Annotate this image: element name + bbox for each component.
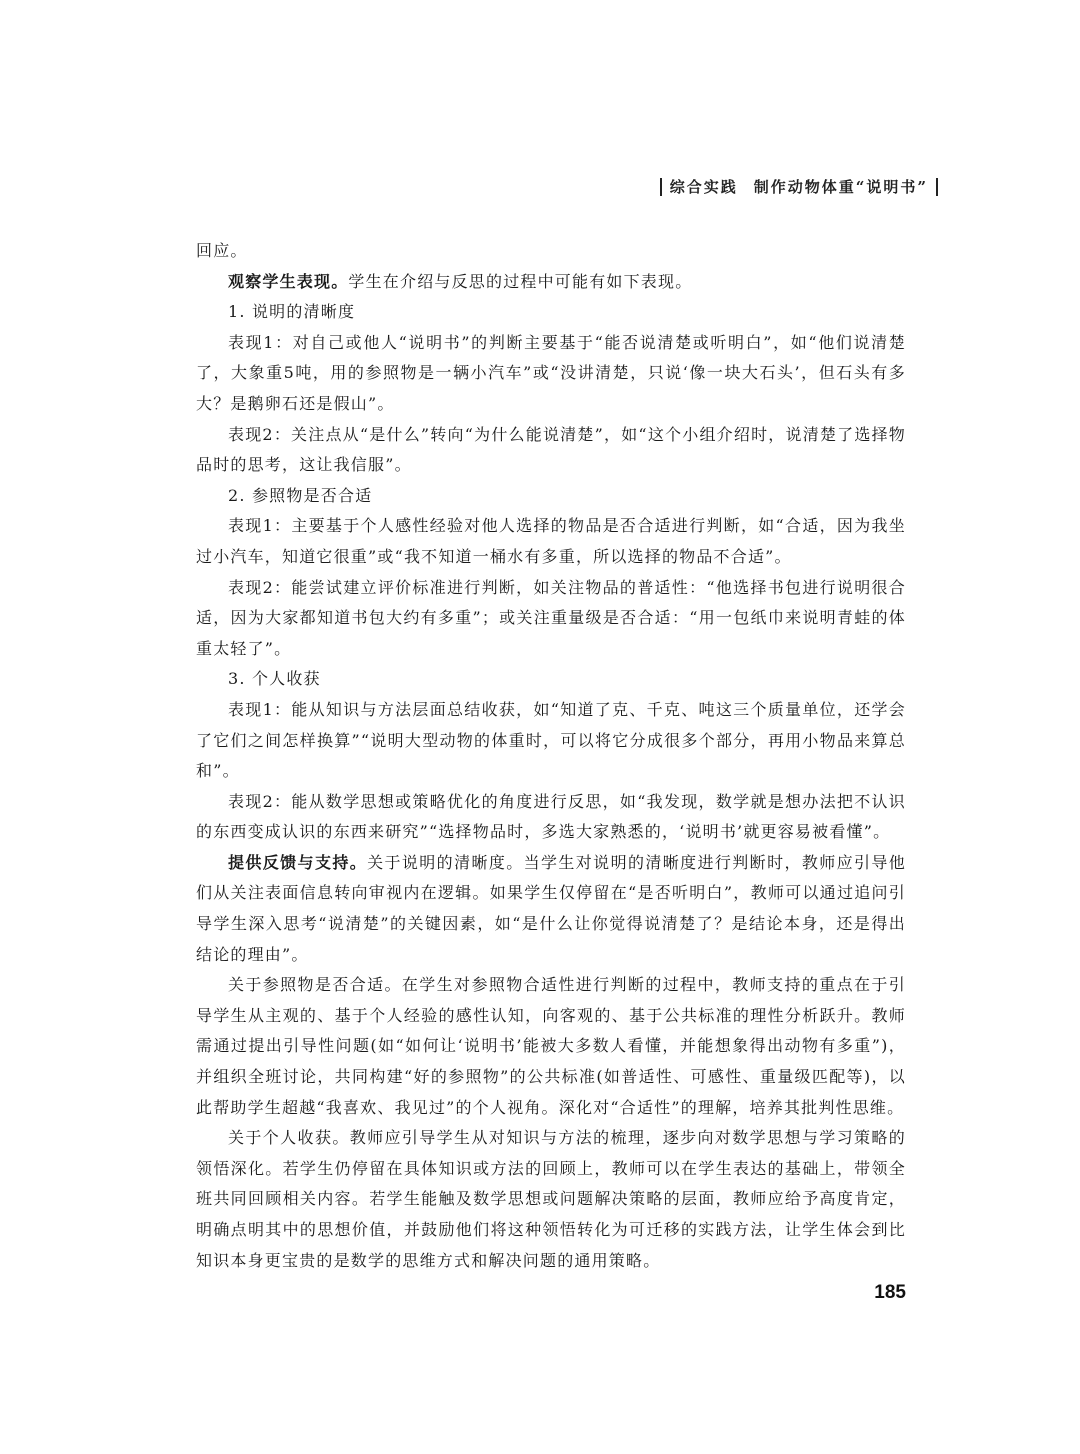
paragraph-reference-support: 关于参照物是否合适。在学生对参照物合适性进行判断的过程中，教师支持的重点在于引导学生从主观的、基于个人经验的感性认知，向客观的、基于公共标准的理性分析跃升。教师需通过提出引导性问题(如“如何让‘说明书’能被大多数人看懂，并能想象得出动物有多重”)，并组织全班讨论，共同构建“好的参照物”的公共标准(如普适性、可感性、重量级匹配等)，以此帮助学生超越“我喜欢、我见过”的个人视角。深化对“合适性”的理解，培养其批判性思维。 [196, 975, 906, 1117]
paragraph-observe: 观察学生表现。学生在介绍与反思的过程中可能有如下表现。 [228, 271, 693, 291]
lead-observe: 观察学生表现。 [228, 271, 349, 291]
header-left-rule [660, 178, 662, 196]
paragraph-clarity-2: 表现2：关注点从“是什么”转向“为什么能说清楚”，如“这个小组介绍时，说清楚了选择物品时的思考，这让我信服”。 [196, 424, 906, 475]
page-number: 185 [874, 1282, 906, 1303]
subheading-gains: 3. 个人收获 [228, 669, 321, 689]
lead-feedback: 提供反馈与支持。 [228, 852, 368, 872]
header-chapter-title: 制作动物体重“说明书” [753, 178, 928, 196]
paragraph-reference-1: 表现1：主要基于个人感性经验对他人选择的物品是否合适进行判断，如“合适，因为我坐过小汽车，知道它很重”或“我不知道一桶水有多重，所以选择的物品不合适”。 [196, 516, 906, 566]
paragraph-clarity-1: 表现1：对自己或他人“说明书”的判断主要基于“能否说清楚或听明白”，如“他们说清楚了，大象重5吨，用的参照物是一辆小汽车”或“没讲清楚，只说‘像一块大石头’，但石头有多大？是鹅卵石还是假山”。 [196, 332, 906, 413]
subheading-clarity: 1. 说明的清晰度 [228, 302, 356, 322]
header-section-label: 综合实践 [669, 178, 738, 196]
page-body [196, 236, 906, 1276]
paragraph-gains-1: 表现1：能从知识与方法层面总结收获，如“知道了克、千克、吨这三个质量单位，还学会了它们之间怎样换算”“说明大型动物的体重时，可以将它分成很多个部分，再用小物品来算总和”。 [196, 699, 906, 781]
paragraph-gains-2: 表现2：能从数学思想或策略优化的角度进行反思，如“我发现，数学就是想办法把不认识的东西变成认识的东西来研究”“选择物品时，多选大家熟悉的，‘说明书’就更容易被看懂”。 [196, 791, 906, 842]
paragraph-reference-2: 表现2：能尝试建立评价标准进行判断，如关注物品的普适性：“他选择书包进行说明很合适，因为大家都知道书包大约有多重”；或关注重量级是否合适：“用一包纸巾来说明青蛙的体重太轻了”。 [196, 577, 906, 658]
paragraph-continuation: 回应。 [196, 241, 248, 260]
running-header [652, 176, 946, 197]
subheading-reference: 2. 参照物是否合适 [228, 485, 373, 505]
header-right-rule [936, 178, 938, 196]
paragraph-gains-support: 关于个人收获。教师应引导学生从对知识与方法的梳理，逐步向对数学思想与学习策略的领悟深化。若学生仍停留在具体知识或方法的回顾上，教师可以在学生表达的基础上，带领全班共同回顾相关内容。若学生能触及数学思想或问题解决策略的层面，教师应给予高度肯定，明确点明其中的思想价值，并鼓励他们将这种领悟转化为可迁移的实践方法，让学生体会到比知识本身更宝贵的是数学的思维方式和解决问题的通用策略。 [196, 1128, 906, 1270]
paragraph-feedback: 提供反馈与支持。关于说明的清晰度。当学生对说明的清晰度进行判断时，教师应引导他们从关注表面信息转向审视内在逻辑。如果学生仅停留在“是否听明白”，教师可以通过追问引导学生深入思考“说清楚”的关键因素，如“是什么让你觉得说清楚了？是结论本身，还是得出结论的理由”。 [196, 852, 907, 964]
